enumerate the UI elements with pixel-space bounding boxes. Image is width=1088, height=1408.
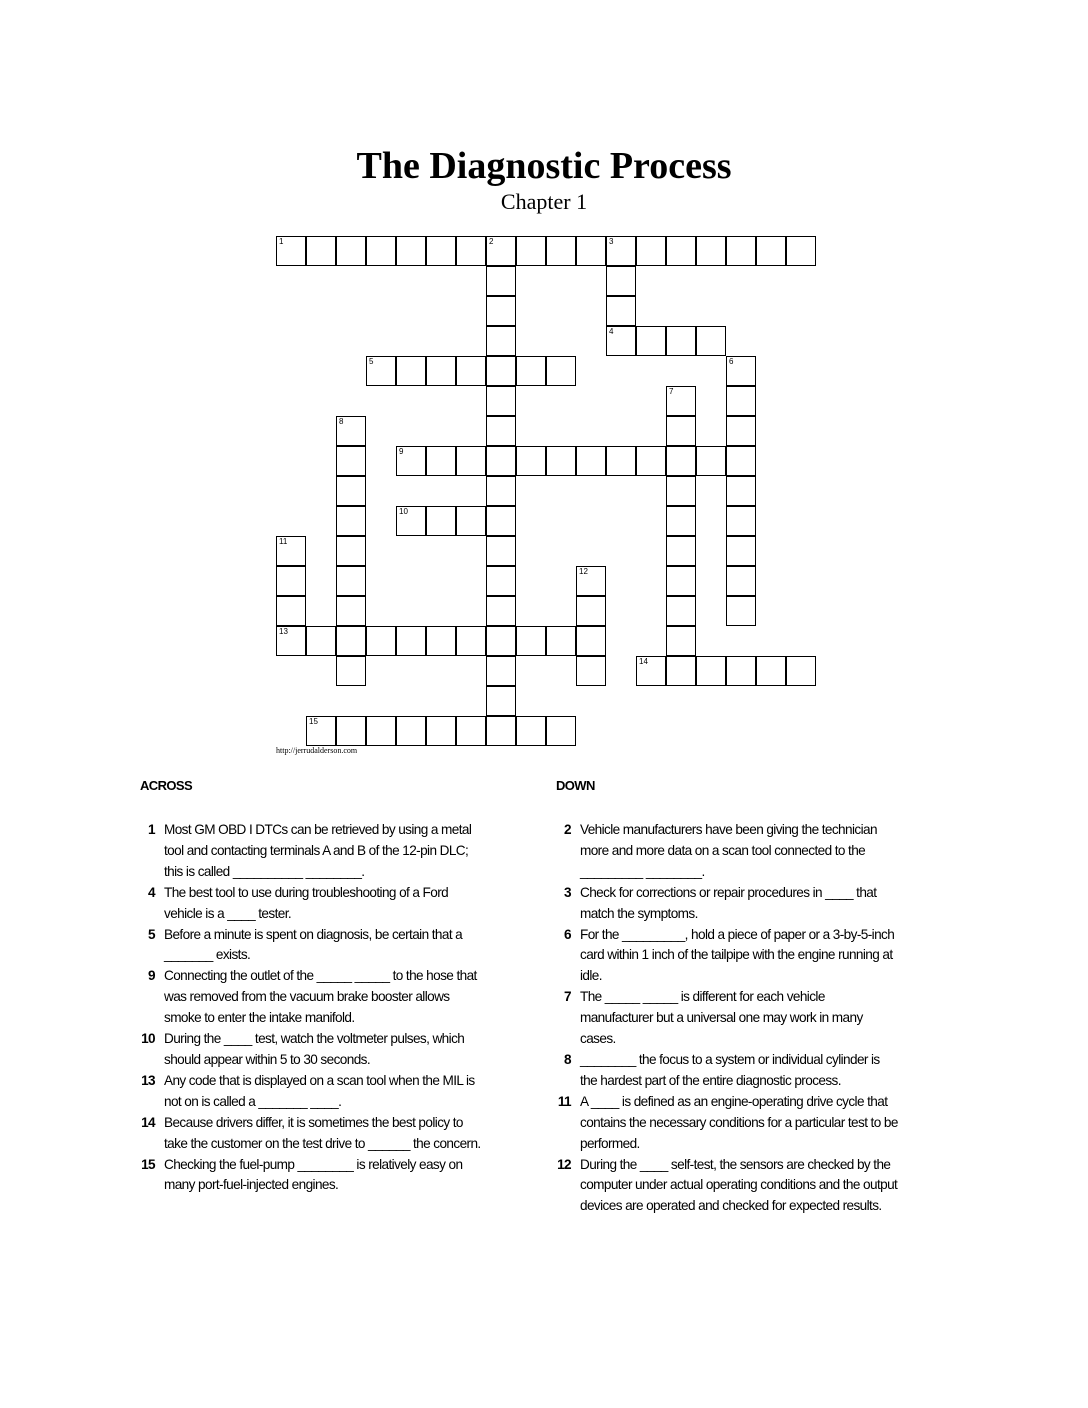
clue-text: During the ____ test, watch the voltmeter pulses, which should appear within 5 to 30 seconds. [164,1031,465,1067]
down-clue-6 [553,925,898,988]
grid-cell[interactable] [306,716,336,746]
down-heading: DOWN [556,778,595,793]
cell-number: 13 [279,627,288,636]
grid-cell[interactable] [366,626,396,656]
grid-cell[interactable] [336,476,366,506]
down-clue-8 [553,1050,898,1092]
grid-cell[interactable] [726,416,756,446]
grid-cell[interactable] [726,656,756,686]
grid-cell[interactable] [426,356,456,386]
grid-cell[interactable] [726,446,756,476]
clue-number: 7 [564,989,571,1005]
grid-cell[interactable] [336,236,366,266]
clue-text: Most GM OBD I DTCs can be retrieved by using a metal tool and contacting terminals A and B of the 12-pin DLC; this is called __________ ________. [164,822,472,879]
grid-cell[interactable] [666,596,696,626]
cell-number: 10 [399,507,408,516]
clue-number: 12 [557,1156,571,1172]
grid-cell[interactable] [516,356,546,386]
grid-cell[interactable] [786,656,816,686]
clue-text: The best tool to use during troubleshooting of a Ford vehicle is a ____ tester. [164,884,449,921]
clue-text: The _____ _____ is different for each vehicle manufacturer but a universal one may work in many cases. [580,989,863,1047]
grid-cell[interactable] [636,656,666,686]
grid-cell[interactable] [606,266,636,296]
grid-cell[interactable] [666,566,696,596]
grid-cell[interactable] [276,626,306,656]
cell-number: 5 [369,357,374,366]
grid-cell[interactable] [486,566,516,596]
grid-cell[interactable] [696,236,726,266]
grid-cell[interactable] [666,446,696,476]
clue-text: Before a minute is spent on diagnosis, be certain that a _______ exists. [164,926,463,963]
grid-cell[interactable] [726,506,756,536]
cell-number: 1 [279,237,284,246]
across-clue-15 [137,1155,482,1197]
grid-cell[interactable] [366,716,396,746]
grid-cell[interactable] [486,716,516,746]
cell-number: 2 [489,237,494,246]
grid-cell[interactable] [726,566,756,596]
grid-cell[interactable] [516,716,546,746]
grid-cell[interactable] [636,236,666,266]
grid-cell[interactable] [666,656,696,686]
clue-number: 9 [148,968,155,984]
grid-cell[interactable] [456,626,486,656]
grid-cell[interactable] [696,446,726,476]
clue-text: Vehicle manufacturers have been giving the technician more and more data on a scan tool connected to the _________ ________. [580,822,877,879]
grid-cell[interactable] [546,716,576,746]
grid-cell[interactable] [786,236,816,266]
grid-cell[interactable] [486,266,516,296]
clue-number: 5 [148,926,155,942]
grid-cell[interactable] [486,476,516,506]
grid-cell[interactable] [636,446,666,476]
grid-cell[interactable] [726,386,756,416]
grid-cell[interactable] [576,626,606,656]
across-clue-5 [137,925,482,967]
clue-text: Checking the fuel-pump ________ is relatively easy on many port-fuel-injected engines. [164,1156,463,1193]
clue-number: 14 [141,1114,155,1130]
grid-cell[interactable] [546,446,576,476]
grid-cell[interactable] [486,506,516,536]
credit-url: http://jerrudalderson.com [276,746,358,755]
across-clue-10 [137,1029,482,1071]
cell-number: 12 [579,567,588,576]
grid-cell[interactable] [426,716,456,746]
cell-number: 7 [669,387,674,396]
clue-number: 2 [564,822,571,837]
grid-cell[interactable] [276,566,306,596]
clue-text: Connecting the outlet of the _____ _____ to the hose that was removed from the vacuum brake booster allows smoke to enter the intake manifold. [164,968,477,1026]
clue-text: Check for corrections or repair procedures in ____ that match the symptoms. [580,884,877,921]
grid-cell[interactable] [726,536,756,566]
grid-cell[interactable] [456,236,486,266]
grid-cell[interactable] [486,416,516,446]
grid-cell[interactable] [576,236,606,266]
grid-cell[interactable] [426,446,456,476]
grid-cell[interactable] [336,656,366,686]
grid-cell[interactable] [516,626,546,656]
grid-cell[interactable] [486,446,516,476]
grid-cell[interactable] [456,506,486,536]
across-clue-13 [137,1071,482,1113]
across-clue-9 [137,966,482,1029]
cell-number: 4 [609,327,614,336]
clue-number: 8 [564,1051,571,1067]
grid-cell[interactable] [606,236,636,266]
grid-cell[interactable] [426,626,456,656]
grid-cell[interactable] [606,296,636,326]
grid-cell[interactable] [486,356,516,386]
grid-cell[interactable] [336,716,366,746]
clue-text: For the _________, hold a piece of paper or a 3-by-5-inch card within 1 inch of the tailpipe with the engine running at idle. [580,926,895,984]
grid-cell[interactable] [576,446,606,476]
grid-cell[interactable] [396,236,426,266]
clue-number: 3 [564,884,571,900]
across-clue-14 [137,1113,482,1155]
clue-number: 11 [557,1093,571,1109]
grid-cell[interactable] [276,596,306,626]
grid-cell[interactable] [396,716,426,746]
crossword-grid [276,236,816,746]
grid-cell[interactable] [696,656,726,686]
grid-cell[interactable] [666,326,696,356]
grid-cell[interactable] [666,236,696,266]
across-clue-4 [137,883,482,925]
cell-number: 11 [279,537,288,546]
grid-cell[interactable] [486,596,516,626]
grid-cell[interactable] [666,386,696,416]
grid-cell[interactable] [666,416,696,446]
clue-text: A ____ is defined as an engine-operating drive cycle that contains the necessary conditions for a particular test to be performed. [580,1093,898,1151]
clue-number: 15 [141,1156,155,1172]
page-title: The Diagnostic Process [356,145,732,187]
clue-text: During the ____ self-test, the sensors are checked by the computer under actual operating conditions and the output devices are operated and checked for expected results. [580,1156,898,1214]
grid-cell[interactable] [486,386,516,416]
cell-number: 3 [609,237,614,246]
grid-cell[interactable] [486,656,516,686]
grid-cell[interactable] [726,236,756,266]
grid-cell[interactable] [396,356,426,386]
cell-number: 14 [639,657,648,666]
page-subtitle: Chapter 1 [500,189,588,214]
cell-number: 6 [729,357,734,366]
down-clue-list [553,820,898,1217]
across-heading: ACROSS [140,778,193,793]
grid-cell[interactable] [486,686,516,716]
grid-cell[interactable] [576,656,606,686]
clue-number: 1 [148,822,155,837]
grid-cell[interactable] [606,326,636,356]
cell-number: 8 [339,417,344,426]
across-clue-1 [137,820,482,883]
grid-cell[interactable] [666,476,696,506]
grid-cell[interactable] [696,326,726,356]
grid-cell[interactable] [306,626,336,656]
clue-text: Because drivers differ, it is sometimes the best policy to take the customer on the test drive to ______ the concern. [164,1114,481,1151]
grid-cell[interactable] [456,716,486,746]
grid-cell[interactable] [726,356,756,386]
grid-cell[interactable] [396,446,426,476]
clue-number: 6 [564,926,571,942]
grid-cell[interactable] [336,566,366,596]
grid-cell[interactable] [546,356,576,386]
grid-cell[interactable] [426,236,456,266]
grid-cell[interactable] [486,626,516,656]
grid-cell[interactable] [486,296,516,326]
down-clue-2 [553,820,898,883]
clue-text: Any code that is displayed on a scan tool when the MIL is not on is called a _______ ____. [164,1072,475,1109]
down-clue-7 [553,987,898,1050]
down-clue-3 [553,883,898,925]
grid-cell[interactable] [456,446,486,476]
grid-cell[interactable] [336,416,366,446]
down-clue-12 [553,1155,898,1218]
grid-cell[interactable] [576,596,606,626]
grid-cell[interactable] [336,446,366,476]
grid-cell[interactable] [576,566,606,596]
grid-cell[interactable] [516,236,546,266]
grid-cell[interactable] [486,236,516,266]
grid-cell[interactable] [336,626,366,656]
grid-cell[interactable] [456,356,486,386]
grid-cell[interactable] [666,626,696,656]
grid-cell[interactable] [366,236,396,266]
grid-cell[interactable] [666,506,696,536]
grid-cell[interactable] [336,536,366,566]
grid-cell[interactable] [486,326,516,356]
grid-cell[interactable] [756,236,786,266]
grid-cell[interactable] [726,596,756,626]
grid-cell[interactable] [276,236,306,266]
grid-cell[interactable] [756,656,786,686]
grid-cell[interactable] [396,626,426,656]
clue-number: 4 [148,884,155,900]
grid-cell[interactable] [366,356,396,386]
grid-cell[interactable] [726,476,756,506]
cell-number: 15 [309,717,318,726]
grid-cell[interactable] [486,536,516,566]
grid-cell[interactable] [426,506,456,536]
grid-cell[interactable] [336,506,366,536]
grid-cell[interactable] [396,506,426,536]
clue-number: 10 [141,1031,155,1047]
down-clue-11 [553,1092,898,1155]
cell-number: 9 [399,447,404,456]
clue-number: 13 [141,1072,155,1088]
grid-cell[interactable] [276,536,306,566]
grid-cell[interactable] [666,536,696,566]
grid-cell[interactable] [546,236,576,266]
grid-cell[interactable] [306,236,336,266]
grid-cell[interactable] [336,596,366,626]
clue-text: ________ the focus to a system or individual cylinder is the hardest part of the entire diagnostic process. [580,1051,880,1088]
grid-cell[interactable] [516,446,546,476]
across-clue-list [137,820,482,1196]
grid-cell[interactable] [606,446,636,476]
grid-cell[interactable] [636,326,666,356]
grid-cell[interactable] [546,626,576,656]
